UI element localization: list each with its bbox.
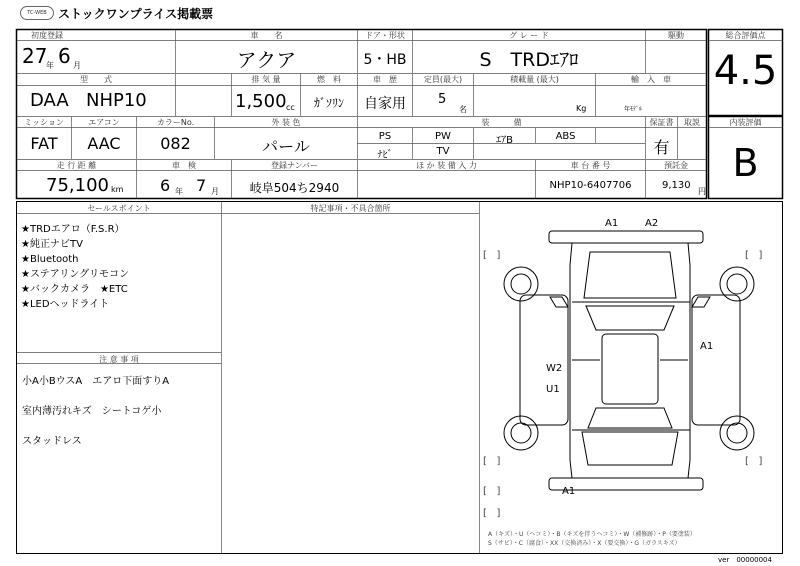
load-unit: Kg [576, 104, 587, 113]
equip-airbag: ｴｱB [496, 135, 513, 146]
vehicle-history: 自家用 [364, 96, 406, 112]
interior-score: B [732, 141, 759, 185]
note-item: 室内薄汚れキズ シートコゲ小 [22, 406, 162, 417]
header-inspection: 車 検 [172, 161, 196, 170]
mark-rear-a1: A1 [562, 486, 576, 497]
grade: S TRDｴｱﾛ [479, 49, 579, 71]
mark-front-a1: A1 [605, 218, 619, 229]
first-reg-month-unit: 月 [73, 61, 81, 70]
tire-rear-left [504, 416, 538, 450]
tire-front-left [504, 267, 538, 301]
version-label: ver 00000004 [718, 556, 772, 564]
left-side-panel [520, 295, 568, 425]
equip-abs: ABS [555, 131, 576, 142]
chassis-no: NHP10-6407706 [549, 180, 632, 191]
sales-point: ★TRDエアロ（F.S.R） [21, 224, 125, 235]
mileage-unit: km [111, 185, 124, 194]
header-reg-number: 登録ナンバー [270, 161, 319, 170]
equip-navi: ﾅﾋﾞ [377, 150, 393, 161]
overall-score: 4.5 [713, 48, 778, 94]
fuel: ｶﾞｿﾘﾝ [313, 96, 344, 110]
header-model: 型 式 [80, 75, 112, 84]
mark-roof-w2: W2 [546, 363, 563, 374]
import-model-year: 年ﾓﾃﾞﾙ [624, 106, 643, 113]
mileage: 75,100 [46, 175, 109, 196]
header-aircon: エアコン [88, 118, 120, 127]
notes-list [22, 374, 169, 449]
header-color-no: カラーNo. [156, 118, 195, 127]
page-title: ストックワンプライス掲載票 [58, 7, 214, 21]
color-no: 082 [160, 134, 191, 153]
hood [584, 252, 676, 298]
bracket-mark: [ ] [483, 486, 501, 497]
header-import: 輸 入 車 [631, 75, 671, 84]
header-overall-score: 総合評価点 [725, 31, 766, 40]
aircon: AAC [87, 134, 121, 153]
bracket-mark: [ ] [483, 250, 501, 261]
bracket-mark: [ ] [745, 456, 763, 467]
windshield [586, 306, 674, 330]
hatch [582, 432, 678, 465]
header-drive: 駆動 [668, 31, 684, 40]
header-manual: 取説 [684, 118, 700, 127]
sales-point: ★Bluetooth [21, 254, 79, 265]
header-sales-points: セールスポイント [87, 204, 151, 213]
reg-number: 岐阜504ち2940 [249, 181, 340, 195]
displacement: 1,500 [235, 91, 287, 112]
sales-point: ★純正ナビTV [21, 239, 83, 250]
header-car-name: 車 名 [250, 31, 283, 40]
bracket-mark: [ ] [483, 456, 501, 467]
header-mileage: 走 行 距 離 [56, 161, 97, 170]
inspection-year: 6 [160, 176, 171, 195]
header-exterior: 外 装 色 [271, 118, 301, 127]
right-side-panel [692, 295, 740, 425]
mark-front-a2: A2 [645, 218, 659, 229]
header-mission: ミッション [24, 118, 64, 127]
sales-point: ★LEDヘッドライト [21, 299, 110, 310]
mission: FAT [30, 134, 58, 153]
equip-ps: PS [378, 131, 392, 142]
header-special-notes: 特記事項・不具合箇所 [310, 204, 391, 213]
header-grade: グ レ ー ド [509, 31, 549, 40]
header-door-shape: ドア・形状 [365, 31, 405, 40]
deposit: 9,130 [662, 180, 691, 191]
header-equipment: 装 備 [481, 118, 522, 127]
exterior-color: パール [262, 137, 310, 156]
first-reg-year: 27 [22, 44, 48, 68]
door-shape: 5・HB [363, 52, 407, 68]
inspection-month: 7 [196, 176, 207, 195]
model-prefix: DAA [30, 90, 69, 111]
tc-web-logo: TC-WEB [20, 6, 54, 20]
tire-rear-right [720, 416, 754, 450]
header-capacity: 定員(最大) [423, 75, 463, 84]
header-warranty: 保証書 [649, 118, 674, 127]
front-bumper [549, 231, 703, 243]
note-item: 小A小BウスA エアロ下面すりA [22, 376, 170, 387]
bracket-mark: [ ] [745, 250, 763, 261]
header-other-input: ほ か 装 備 入 力 [416, 161, 477, 170]
roof [602, 334, 658, 404]
sales-points-list [21, 222, 129, 312]
header-deposit: 預託金 [664, 161, 688, 170]
legend-line-2: S（サビ）・C（腐食）・XX（交換済み）・X（要交換）・G（ガラスキズ） [488, 540, 681, 547]
header-displacement: 排 気 量 [251, 75, 281, 84]
header-notes: 注 意 事 項 [99, 355, 139, 364]
equip-pw: PW [435, 131, 451, 142]
sales-point: ★バックカメラ ★ETC [21, 284, 128, 295]
legend-line-1: A（キズ）・U（ヘコミ）・B（キズを伴うヘコミ）・W（補修跡）・P（要塗装） [488, 531, 696, 538]
inspection-year-unit: 年 [175, 187, 183, 196]
displacement-unit: cc [286, 103, 295, 112]
capacity: 5 [438, 92, 447, 107]
header-chassis-no: 車 台 番 号 [570, 161, 611, 170]
deposit-unit: 円 [698, 187, 706, 196]
first-reg-year-unit: 年 [46, 61, 54, 70]
header-history: 車 歴 [373, 75, 397, 84]
header-load-capacity: 積載量 (最大) [510, 75, 559, 84]
car-name: アクア [236, 48, 297, 72]
mark-roof-u1: U1 [546, 384, 560, 395]
header-interior-score: 内装評価 [729, 118, 762, 127]
bracket-mark: [ ] [483, 508, 501, 519]
capacity-unit: 名 [459, 105, 467, 114]
model: NHP10 [86, 90, 147, 111]
header-fuel: 燃 料 [317, 75, 341, 84]
rear-glass [588, 408, 672, 428]
sales-point: ★ステアリングリモコン [21, 269, 130, 280]
header-first-reg: 初度登録 [31, 31, 63, 40]
inspection-month-unit: 月 [211, 187, 219, 196]
equip-tv: TV [436, 146, 450, 157]
first-reg-month: 6 [58, 44, 71, 68]
warranty-book: 有 [653, 138, 670, 157]
note-item: スタッドレス [22, 436, 82, 447]
mark-side-a1: A1 [700, 341, 714, 352]
